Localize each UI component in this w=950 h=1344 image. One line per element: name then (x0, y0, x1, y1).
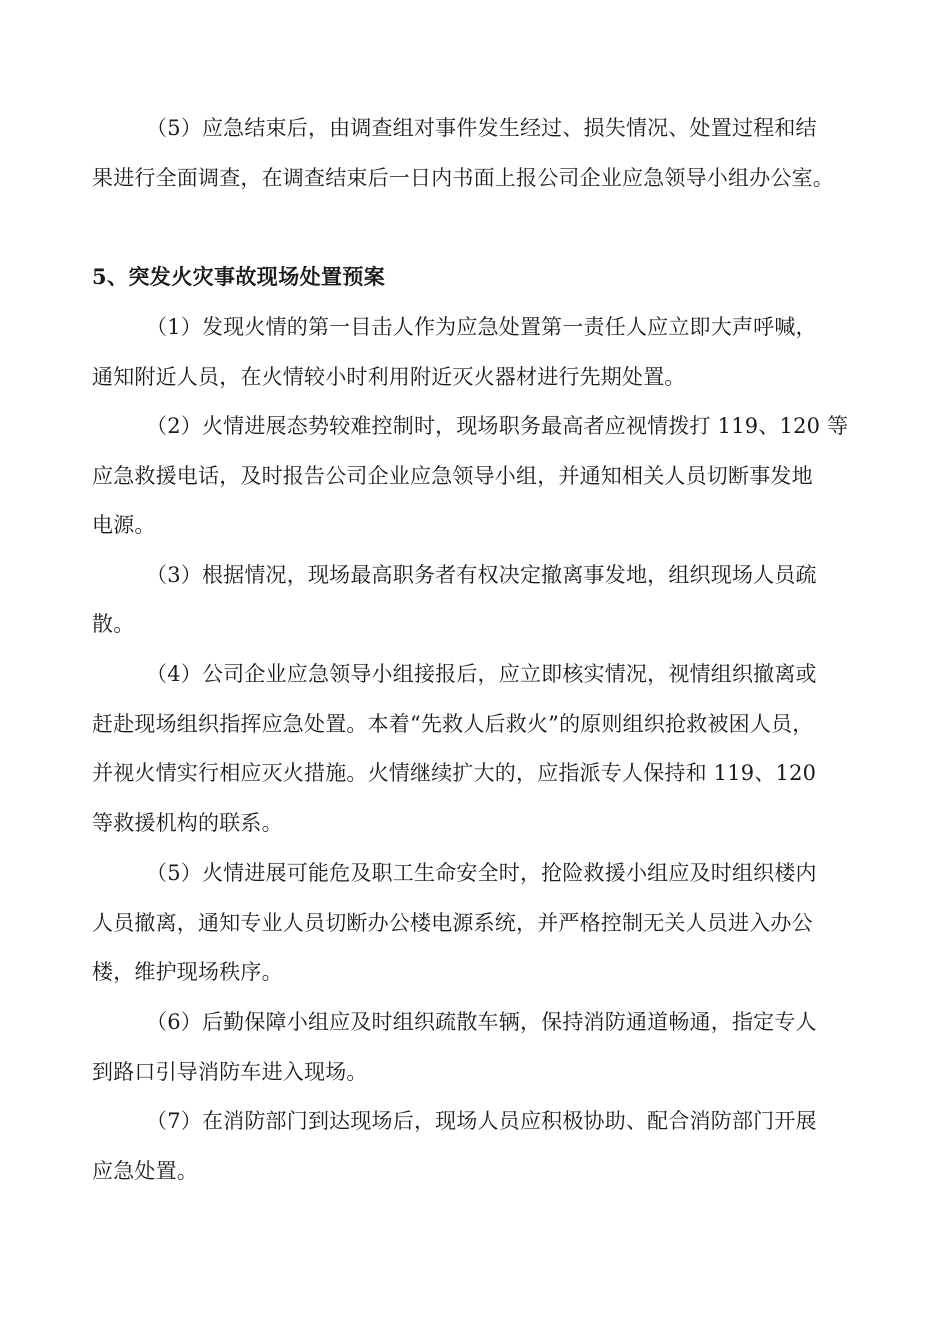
section-heading: 5、突发火灾事故现场处置预案 (92, 264, 386, 289)
paragraph-line: 人员撤离，通知专业人员切断办公楼电源系统，并严格控制无关人员进入办公 (92, 911, 813, 935)
paragraph-line: 应急处置。 (92, 1159, 198, 1183)
paragraph-line: 电源。 (92, 513, 156, 537)
paragraph-line: 赶赴现场组织指挥应急处置。本着“先救人后救火”的原则组织抢救被困人员， (92, 712, 814, 736)
paragraph-line: （7）在消防部门到达现场后，现场人员应积极协助、配合消防部门开展 (146, 1109, 817, 1133)
paragraph-line: 散。 (92, 612, 135, 636)
paragraph-line: 楼，维护现场秩序。 (92, 960, 283, 984)
paragraph-line: 并视火情实行相应灭火措施。火情继续扩大的，应指派专人保持和 119、120 (92, 761, 817, 785)
paragraph-line: （4）公司企业应急领导小组接报后，应立即核实情况，视情组织撤离或 (146, 662, 817, 686)
paragraph-line: 等救援机构的联系。 (92, 811, 283, 835)
paragraph-line: （5）应急结束后，由调查组对事件发生经过、损失情况、处置过程和结 (146, 116, 817, 140)
paragraph-line: （6）后勤保障小组应及时组织疏散车辆，保持消防通道畅通，指定专人 (146, 1010, 817, 1034)
paragraph-line: （3）根据情况，现场最高职务者有权决定撤离事发地，组织现场人员疏 (146, 563, 817, 587)
paragraph-line: 通知附近人员，在火情较小时利用附近灭火器材进行先期处置。 (92, 365, 686, 389)
paragraph-line: 到路口引导消防车进入现场。 (92, 1060, 368, 1084)
paragraph-line: （1）发现火情的第一目击人作为应急处置第一责任人应立即大声呼喊， (146, 315, 817, 339)
paragraph-line: （2）火情进展态势较难控制时，现场职务最高者应视情拨打 119、120 等 (146, 414, 849, 438)
paragraph-line: 果进行全面调查，在调查结束后一日内书面上报公司企业应急领导小组办公室。 (92, 166, 834, 190)
paragraph-line: 应急救援电话，及时报告公司企业应急领导小组，并通知相关人员切断事发地 (92, 464, 813, 488)
paragraph-line: （5）火情进展可能危及职工生命安全时，抢险救援小组应及时组织楼内 (146, 861, 817, 885)
